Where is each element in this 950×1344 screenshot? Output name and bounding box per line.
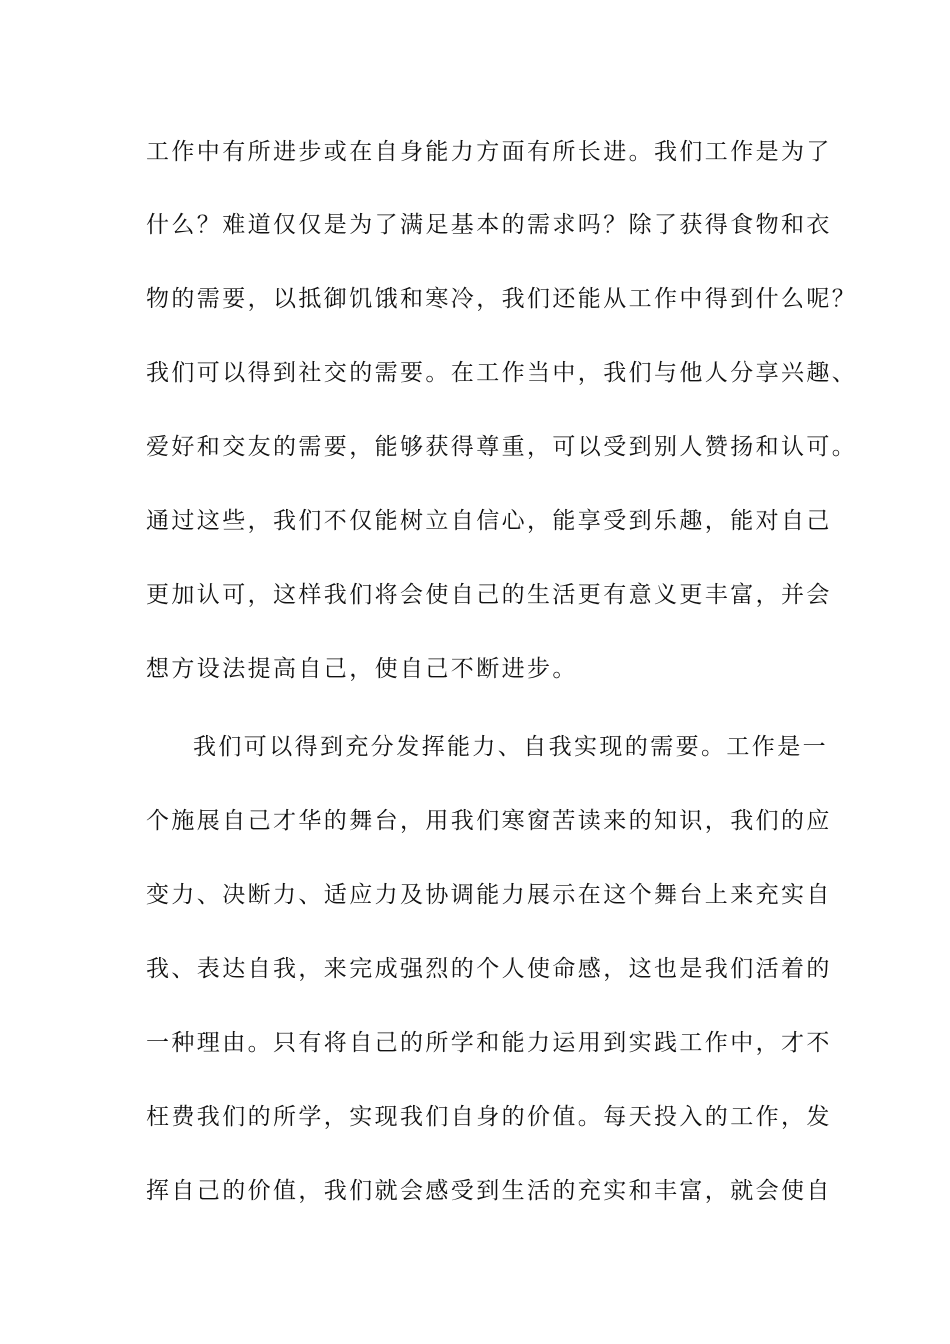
- text-line: 物的需要，以抵御饥饿和寒冷，我们还能从工作中得到什么呢？: [146, 286, 858, 312]
- text-line: 爱好和交友的需要，能够获得尊重，可以受到别人赞扬和认可。: [146, 434, 858, 460]
- text-line: 枉费我们的所学，实现我们自身的价值。每天投入的工作，发: [146, 1104, 832, 1130]
- text-line: 变力、决断力、适应力及协调能力展示在这个舞台上来充实自: [146, 882, 832, 908]
- text-line: 我们可以得到社交的需要。在工作当中，我们与他人分享兴趣、: [146, 360, 858, 386]
- text-line: 通过这些，我们不仅能树立自信心，能享受到乐趣，能对自己: [146, 508, 832, 534]
- text-line: 工作中有所进步或在自身能力方面有所长进。我们工作是为了: [146, 139, 832, 165]
- text-line: 一种理由。只有将自己的所学和能力运用到实践工作中，才不: [146, 1030, 832, 1056]
- text-line: 更加认可，这样我们将会使自己的生活更有意义更丰富，并会: [146, 582, 832, 608]
- text-line: 想方设法提高自己，使自己不断进步。: [146, 656, 578, 682]
- text-line: 挥自己的价值，我们就会感受到生活的充实和丰富，就会使自: [146, 1178, 832, 1204]
- text-line: 我、表达自我，来完成强烈的个人使命感，这也是我们活着的: [146, 956, 832, 982]
- text-line: 个施展自己才华的舞台，用我们寒窗苦读来的知识，我们的应: [146, 808, 832, 834]
- text-line: 什么？难道仅仅是为了满足基本的需求吗？除了获得食物和衣: [146, 212, 832, 238]
- paragraph-first-line: 我们可以得到充分发挥能力、自我实现的需要。工作是一: [193, 734, 828, 760]
